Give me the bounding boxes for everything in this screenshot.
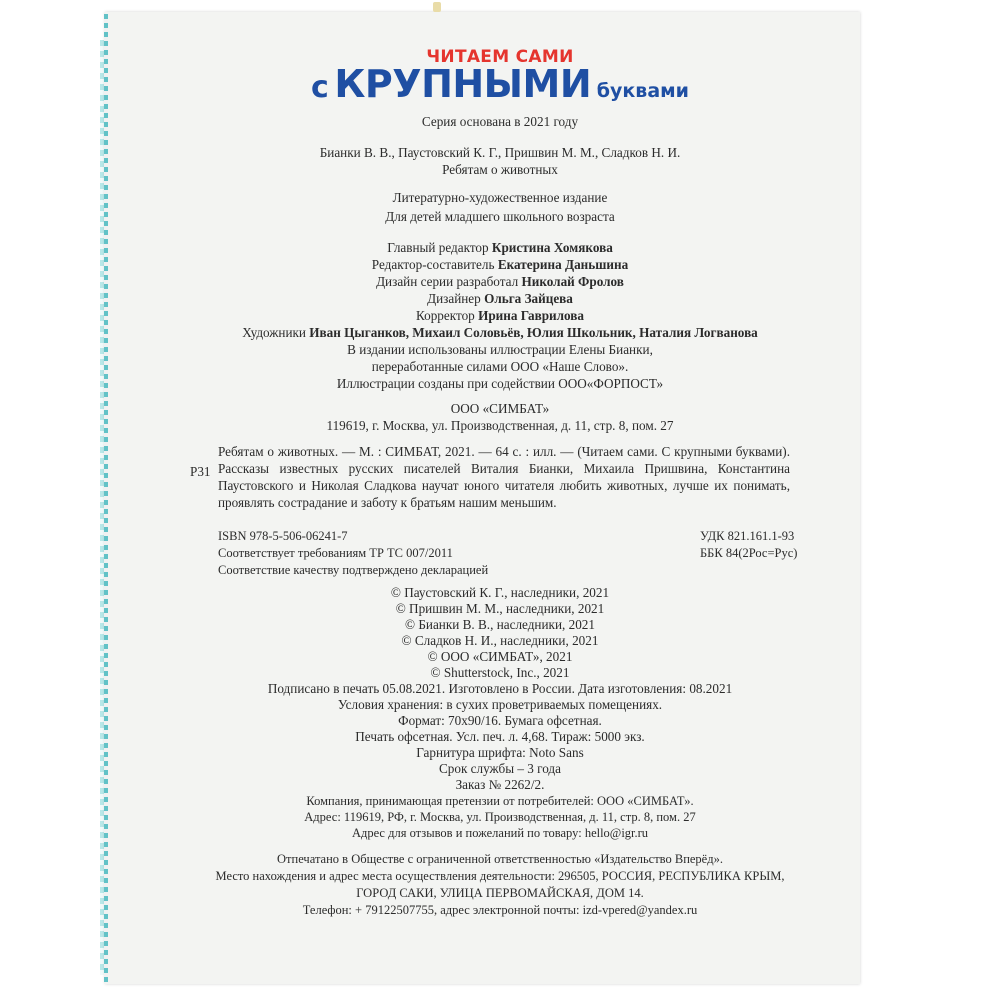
print-info-line: Подписано в печать 05.08.2021. Изготовлено в России. Дата изготовления: 08.2021 [267,681,733,696]
credit-designer [0,291,1000,307]
credit-label: Дизайн серии разработал [376,274,519,289]
copyright-line: © Бианки В. В., наследники, 2021 [405,617,595,632]
authors-line: Бианки В. В., Паустовский К. Г., Пришвин М. М., Сладков Н. И. [319,145,681,160]
publisher-name: ООО «СИМБАТ» [450,401,550,416]
print-info-line: Заказ № 2262/2. [455,777,545,792]
credit-name: Екатерина Даньшина [497,257,629,272]
credit-artists [0,325,1000,341]
series-title-top: ЧИТАЕМ САМИ [426,47,574,67]
annotation: Ребятам о животных. — М. : СИМБАТ, 2021. — 64 с. : илл. — (Читаем сами. С крупными буквами). Рассказы известных русских писателей Виталия Бианки, Михаила Пришвина, Константина Паустовского и Николая Сладкова научат юного читателя любить животных, лучше их понимать, проявлять сострадание и заботу к братьям нашим меньшим. [218,444,790,510]
audience: Для детей младшего школьного возраста [385,209,615,224]
printer-info-line: Место нахождения и адрес места осуществления деятельности: 296505, РОССИЯ, РЕСПУБЛИКА КРЫМ, [215,869,785,883]
series-title-word-1: с [310,70,329,105]
credit-name: Ольга Зайцева [484,291,573,306]
compliance-line: Соответствует требованиям ТР ТС 007/2011 [218,546,453,560]
publisher-address: 119619, г. Москва, ул. Производственная, д. 11, стр. 8, пом. 27 [326,418,674,433]
credit-label: Редактор-составитель [371,257,495,272]
printer-info-line: Телефон: + 79122507755, адрес электронной почты: izd-vpered@yandex.ru [302,903,698,917]
top-tab-marker [433,2,441,12]
bbk-code: ББК 84(2Рос=Рус) [700,546,798,560]
credit-chief-editor [0,240,1000,256]
credit-label: Корректор [415,308,475,323]
copyright-line: © Паустовский К. Г., наследники, 2021 [390,585,610,600]
isbn: ISBN 978-5-506-06241-7 [218,529,348,543]
series-title-word-3: буквами [596,80,689,102]
printer-info-line: Отпечатано в Обществе с ограниченной ответственностью «Издательство Вперёд». [277,852,723,866]
series-title-main [0,62,1000,106]
print-info-line: Печать офсетная. Усл. печ. л. 4,68. Тираж: 5000 экз. [355,729,645,744]
copyright-line: © Сладков Н. И., наследники, 2021 [401,633,599,648]
credit-compiler [0,257,1000,273]
series-founded: Серия основана в 2021 году [421,114,579,129]
series-title-word-2: КРУПНЫМИ [334,62,592,106]
edition-type: Литературно-художественное издание [392,190,608,205]
print-info-line: Компания, принимающая претензии от потребителей: ООО «СИМБАТ». [306,794,694,808]
printer-info-line: ГОРОД САКИ, УЛИЦА ПЕРВОМАЙСКАЯ, ДОМ 14. [356,886,644,900]
classification-code: Р31 [190,464,211,479]
book-title: Ребятам о животных [442,162,558,177]
credit-name: Иван Цыганков, Михаил Соловьёв, Юлия Школьник, Наталия Логванова [309,325,758,340]
print-info-line: Адрес: 119619, РФ, г. Москва, ул. Производственная, д. 11, стр. 8, пом. 27 [304,810,696,824]
print-info-line: Условия хранения: в сухих проветриваемых помещениях. [337,697,663,712]
copyright-line: © Shutterstock, Inc., 2021 [430,665,570,680]
credit-name: Кристина Хомякова [491,240,613,255]
illustrations-line: переработанные силами ООО «Наше Слово». [371,359,629,374]
print-info-line: Срок службы – 3 года [439,761,561,776]
illustrations-line: Иллюстрации созданы при содействии ООО«ФОРПОСТ» [336,376,664,391]
credit-name: Николай Фролов [521,274,624,289]
print-info-line: Адрес для отзывов и пожеланий по товару: hello@igr.ru [351,826,649,840]
credit-label: Дизайнер [427,291,481,306]
udk-code: УДК 821.161.1-93 [700,529,795,543]
credit-proofreader [0,308,1000,324]
credit-label: Главный редактор [387,240,489,255]
credit-name: Ирина Гаврилова [478,308,585,323]
credit-series-design [0,274,1000,290]
print-info-line: Гарнитура шрифта: Noto Sans [416,745,584,760]
print-info-line: Формат: 70х90/16. Бумага офсетная. [398,713,602,728]
credit-label: Художники [242,325,306,340]
copyright-line: © Пришвин М. М., наследники, 2021 [395,601,605,616]
copyright-line: © ООО «СИМБАТ», 2021 [427,649,573,664]
compliance-line: Соответствие качеству подтверждено декларацией [218,563,489,577]
illustrations-line: В издании использованы иллюстрации Елены Бианки, [347,342,653,357]
